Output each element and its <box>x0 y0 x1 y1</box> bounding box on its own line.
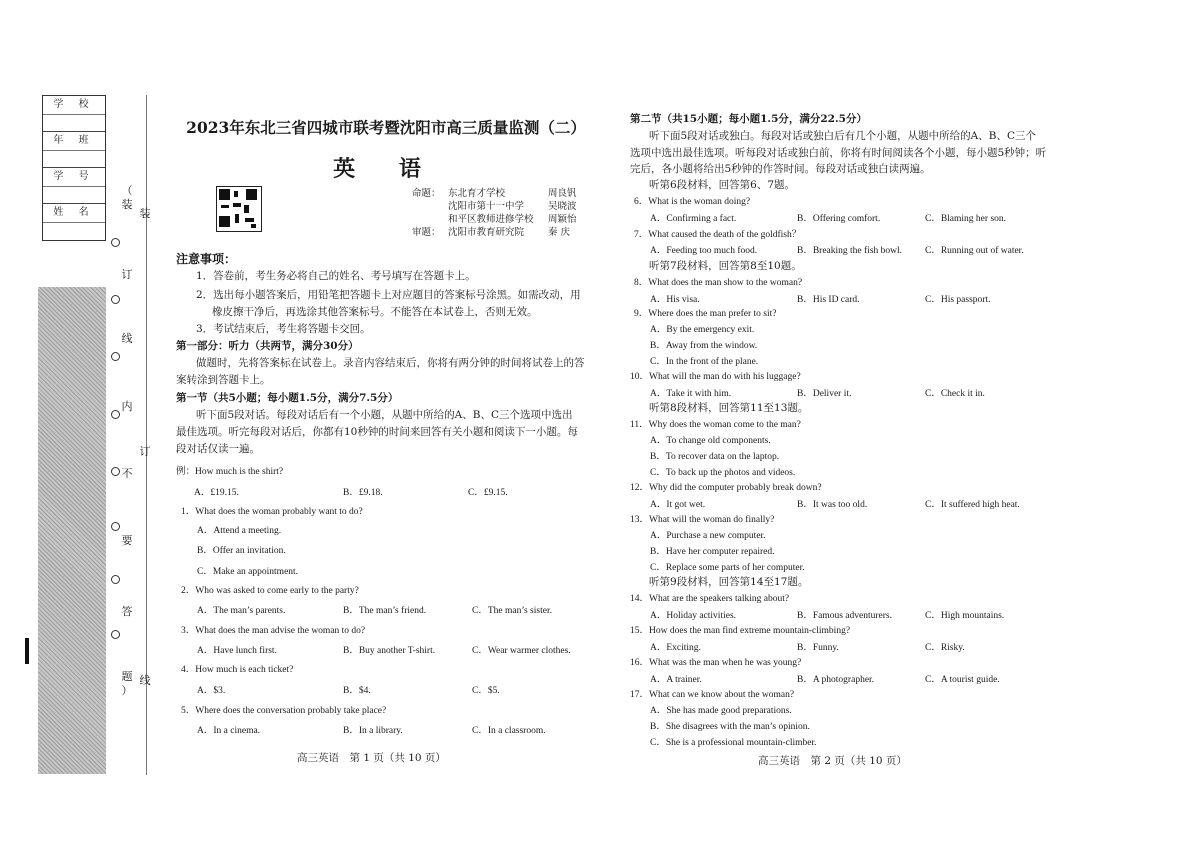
student-id-cell[interactable] <box>43 168 105 204</box>
notice-item: 2．选出每小题答案后，用铅笔把答题卡上对应题目的答案标号涂黑。如需改动，用 <box>196 289 581 301</box>
author-role: 审题： <box>412 227 441 238</box>
option[interactable]: C．His passport. <box>925 295 991 305</box>
section2-desc: 选项中选出最佳选项。听每段对话或独白前，你将有时间阅读各个小题，每小题5秒钟；听 <box>630 147 1047 159</box>
student-id-label: 学 号 <box>43 168 105 187</box>
part1-desc: 做题时，先将答案标在试卷上。录音内容结束后，你将有两分钟的时间将试卷上的答 <box>196 357 585 369</box>
option[interactable]: A．Holiday activities. <box>650 611 737 621</box>
author-name: 吴晓波 <box>548 201 577 212</box>
section1-desc: 段对话仅读一遍。 <box>176 443 260 455</box>
option[interactable]: A．Take it with him. <box>650 389 732 399</box>
qr-code-icon <box>216 186 262 232</box>
material-instruction: 听第7段材料，回答第8至10题。 <box>649 260 802 272</box>
option[interactable]: A．His visa. <box>650 295 700 305</box>
option[interactable]: C．A tourist guide. <box>925 675 1000 685</box>
class-cell[interactable] <box>43 132 105 168</box>
option[interactable]: B．Deliver it. <box>797 389 852 399</box>
name-label: 姓 名 <box>43 204 105 223</box>
option[interactable]: C．The man’s sister. <box>472 606 552 616</box>
question-stem: 12．Why did the computer probably break down? <box>630 483 822 493</box>
binding-mark <box>25 638 29 664</box>
part1-desc: 案转涂到答题卡上。 <box>176 374 271 386</box>
option[interactable]: B．Have her computer repaired. <box>650 547 775 557</box>
example-option: B．£9.18. <box>343 488 383 498</box>
option[interactable]: B．His ID card. <box>797 295 860 305</box>
option[interactable]: B．To recover data on the laptop. <box>650 452 780 462</box>
option[interactable]: B．It was too old. <box>797 500 868 510</box>
question-stem: 6．What is the woman doing? <box>634 197 751 207</box>
binding-char: 装 <box>121 198 133 211</box>
option[interactable]: A．In a cinema. <box>197 726 261 736</box>
option[interactable]: B．A photographer. <box>797 675 875 685</box>
option[interactable]: C．In a classroom. <box>472 726 546 736</box>
option[interactable]: C．Risky. <box>925 643 965 653</box>
notice-item: 1．答卷前，考生务必将自己的姓名、考号填写在答题卡上。 <box>196 270 476 282</box>
option[interactable]: C．She is a professional mountain-climber. <box>650 738 817 748</box>
question-stem: 14．What are the speakers talking about? <box>630 594 790 604</box>
binding-circle-icon <box>111 467 120 476</box>
option[interactable]: C．Blaming her son. <box>925 214 1007 224</box>
question-stem: 9．Where does the man prefer to sit? <box>634 309 777 319</box>
author-org: 和平区教师进修学校 <box>448 214 534 225</box>
author-org: 沈阳市教育研究院 <box>448 227 525 238</box>
notice-item: 3．考试结束后，考生将答题卡交回。 <box>196 323 371 335</box>
option[interactable]: B．Offering comfort. <box>797 214 881 224</box>
section1-desc: 听下面5段对话。每段对话后有一个小题，从题中所给的A、B、C三个选项中选出 <box>196 409 573 421</box>
question-stem: 17．What can we know about the woman? <box>630 690 795 700</box>
option[interactable]: A．The man’s parents. <box>197 606 286 616</box>
barcode-sticker-area <box>38 287 106 774</box>
option[interactable]: B．Offer an invitation. <box>197 546 286 556</box>
question-stem: 4．How much is each ticket? <box>181 665 294 675</box>
binding-char: 线 <box>139 674 151 687</box>
binding-char: （ <box>121 184 133 197</box>
option[interactable]: B．Famous adventurers. <box>797 611 892 621</box>
option[interactable]: A．Confirming a fact. <box>650 214 737 224</box>
option[interactable]: B．The man’s friend. <box>343 606 427 616</box>
author-org: 沈阳市第十一中学 <box>448 201 525 212</box>
binding-circle-icon <box>111 575 120 584</box>
question-stem: 8．What does the man show to the woman? <box>634 278 803 288</box>
binding-char: 订 <box>121 268 133 281</box>
option[interactable]: A．Attend a meeting. <box>197 526 282 536</box>
option[interactable]: C．In the front of the plane. <box>650 357 759 367</box>
notice-title: 注意事项： <box>176 252 237 266</box>
binding-char: ） <box>121 684 133 697</box>
section2-desc: 听下面5段对话或独白。每段对话或独白后有几个小题，从题中所给的A、B、C三个 <box>649 130 1037 142</box>
question-stem: 7．What caused the death of the goldfish？ <box>634 230 802 240</box>
question-stem: 2．Who was asked to come early to the party? <box>181 586 359 596</box>
section2-desc: 完后，各小题将给出5秒钟的作答时间。每段对话或独白读两遍。 <box>630 163 931 175</box>
author-name: 秦 庆 <box>548 227 571 238</box>
option[interactable]: A．By the emergency exit. <box>650 325 755 335</box>
school-cell[interactable] <box>43 96 105 132</box>
option[interactable]: A．A trainer. <box>650 675 702 685</box>
question-stem: 11．Why does the woman come to the man? <box>630 420 801 430</box>
option[interactable]: C．$5. <box>472 686 500 696</box>
option[interactable]: B．Breaking the fish bowl. <box>797 246 903 256</box>
option[interactable]: A．Feeding too much food. <box>650 246 758 256</box>
option[interactable]: A．Purchase a new computer. <box>650 531 766 541</box>
author-role: 命题： <box>412 188 441 199</box>
binding-char: 线 <box>121 332 133 345</box>
question-stem: 3．What does the man advise the woman to do? <box>181 626 366 636</box>
authors-block <box>412 187 577 239</box>
binding-char: 内 <box>121 400 133 413</box>
option[interactable]: C．Running out of water. <box>925 246 1024 256</box>
material-instruction: 听第6段材料，回答第6、7题。 <box>649 179 796 191</box>
option[interactable]: A．To change old components. <box>650 436 771 446</box>
exam-title: 2023年东北三省四城市联考暨沈阳市高三质量监测（二） <box>186 118 586 137</box>
option[interactable]: B．$4. <box>343 686 371 696</box>
section2-title: 第二节（共15小题；每小题1.5分，满分22.5分） <box>630 113 867 125</box>
class-label: 年 班 <box>43 132 105 151</box>
option[interactable]: B．In a library. <box>343 726 403 736</box>
question-stem: 13．What will the woman do finally? <box>630 515 775 525</box>
student-info-table <box>42 95 106 241</box>
part1-title: 第一部分：听力（共两节，满分30分） <box>176 340 359 352</box>
binding-circle-icon <box>111 522 120 531</box>
binding-circle-icon <box>111 630 120 639</box>
author-name: 周颖怡 <box>548 214 577 225</box>
section1-title: 第一节（共5小题；每小题1.5分，满分7.5分） <box>176 392 399 404</box>
option[interactable]: A．She has made good preparations. <box>650 706 792 716</box>
option[interactable]: A．Have lunch first. <box>197 646 277 656</box>
binding-char: 题 <box>121 670 133 683</box>
page-footer: 高三英语 第 1 页（共 10 页） <box>297 752 446 764</box>
option[interactable]: B．Away from the window. <box>650 341 758 351</box>
section1-desc: 最佳选项。听完每段对话后，你都有10秒钟的时间来回答有关小题和阅读下一小题。每 <box>176 426 578 438</box>
material-instruction: 听第8段材料，回答第11至13题。 <box>649 402 809 414</box>
author-name: 周良钒 <box>548 188 577 199</box>
example-option: C．£9.15. <box>468 488 508 498</box>
option[interactable]: C．Wear warmer clothes. <box>472 646 571 656</box>
page-footer: 高三英语 第 2 页（共 10 页） <box>758 755 907 767</box>
binding-char: 要 <box>121 534 133 547</box>
example-question: 例：How much is the shirt? <box>176 467 284 477</box>
binding-circle-icon <box>111 352 120 361</box>
material-instruction: 听第9段材料，回答第14至17题。 <box>649 576 809 588</box>
binding-char: 答 <box>121 605 133 618</box>
option[interactable]: B．Funny. <box>797 643 839 653</box>
binding-circle-icon <box>111 410 120 419</box>
notice-item: 橡皮擦干净后，再选涂其他答案标号。不能答在本试卷上，否则无效。 <box>212 306 538 318</box>
option[interactable]: C．It suffered high heat. <box>925 500 1020 510</box>
example-option: A．£19.15. <box>194 488 239 498</box>
option[interactable]: B．She disagrees with the man’s opinion. <box>650 722 810 732</box>
subject-title: 英 语 <box>333 156 439 182</box>
binding-char: 不 <box>121 467 133 480</box>
question-stem: 16．What was the man when he was young? <box>630 658 802 668</box>
option[interactable]: C．To back up the photos and videos. <box>650 468 796 478</box>
option[interactable]: A．$3. <box>197 686 226 696</box>
question-stem: 10．What will the man do with his luggage? <box>630 372 801 382</box>
option[interactable]: C．Make an appointment. <box>197 567 299 577</box>
option[interactable]: A．It got wet. <box>650 500 706 510</box>
option[interactable]: C．Check it in. <box>925 389 985 399</box>
question-stem: 5．Where does the conversation probably take place? <box>181 706 387 716</box>
binding-char: 订 <box>139 445 151 458</box>
name-cell[interactable] <box>43 204 105 240</box>
binding-char: 装 <box>139 207 151 220</box>
author-org: 东北育才学校 <box>448 188 506 199</box>
option[interactable]: C．High mountains. <box>925 611 1005 621</box>
school-label: 学 校 <box>43 96 105 115</box>
option[interactable]: B．Buy another T-shirt. <box>343 646 436 656</box>
option[interactable]: C．Replace some parts of her computer. <box>650 563 805 573</box>
binding-circle-icon <box>111 238 120 247</box>
question-stem: 15．How does the man find extreme mountain-climbing? <box>630 626 851 636</box>
binding-circle-icon <box>111 295 120 304</box>
option[interactable]: A．Exciting. <box>650 643 701 653</box>
question-stem: 1．What does the woman probably want to do? <box>181 507 363 517</box>
